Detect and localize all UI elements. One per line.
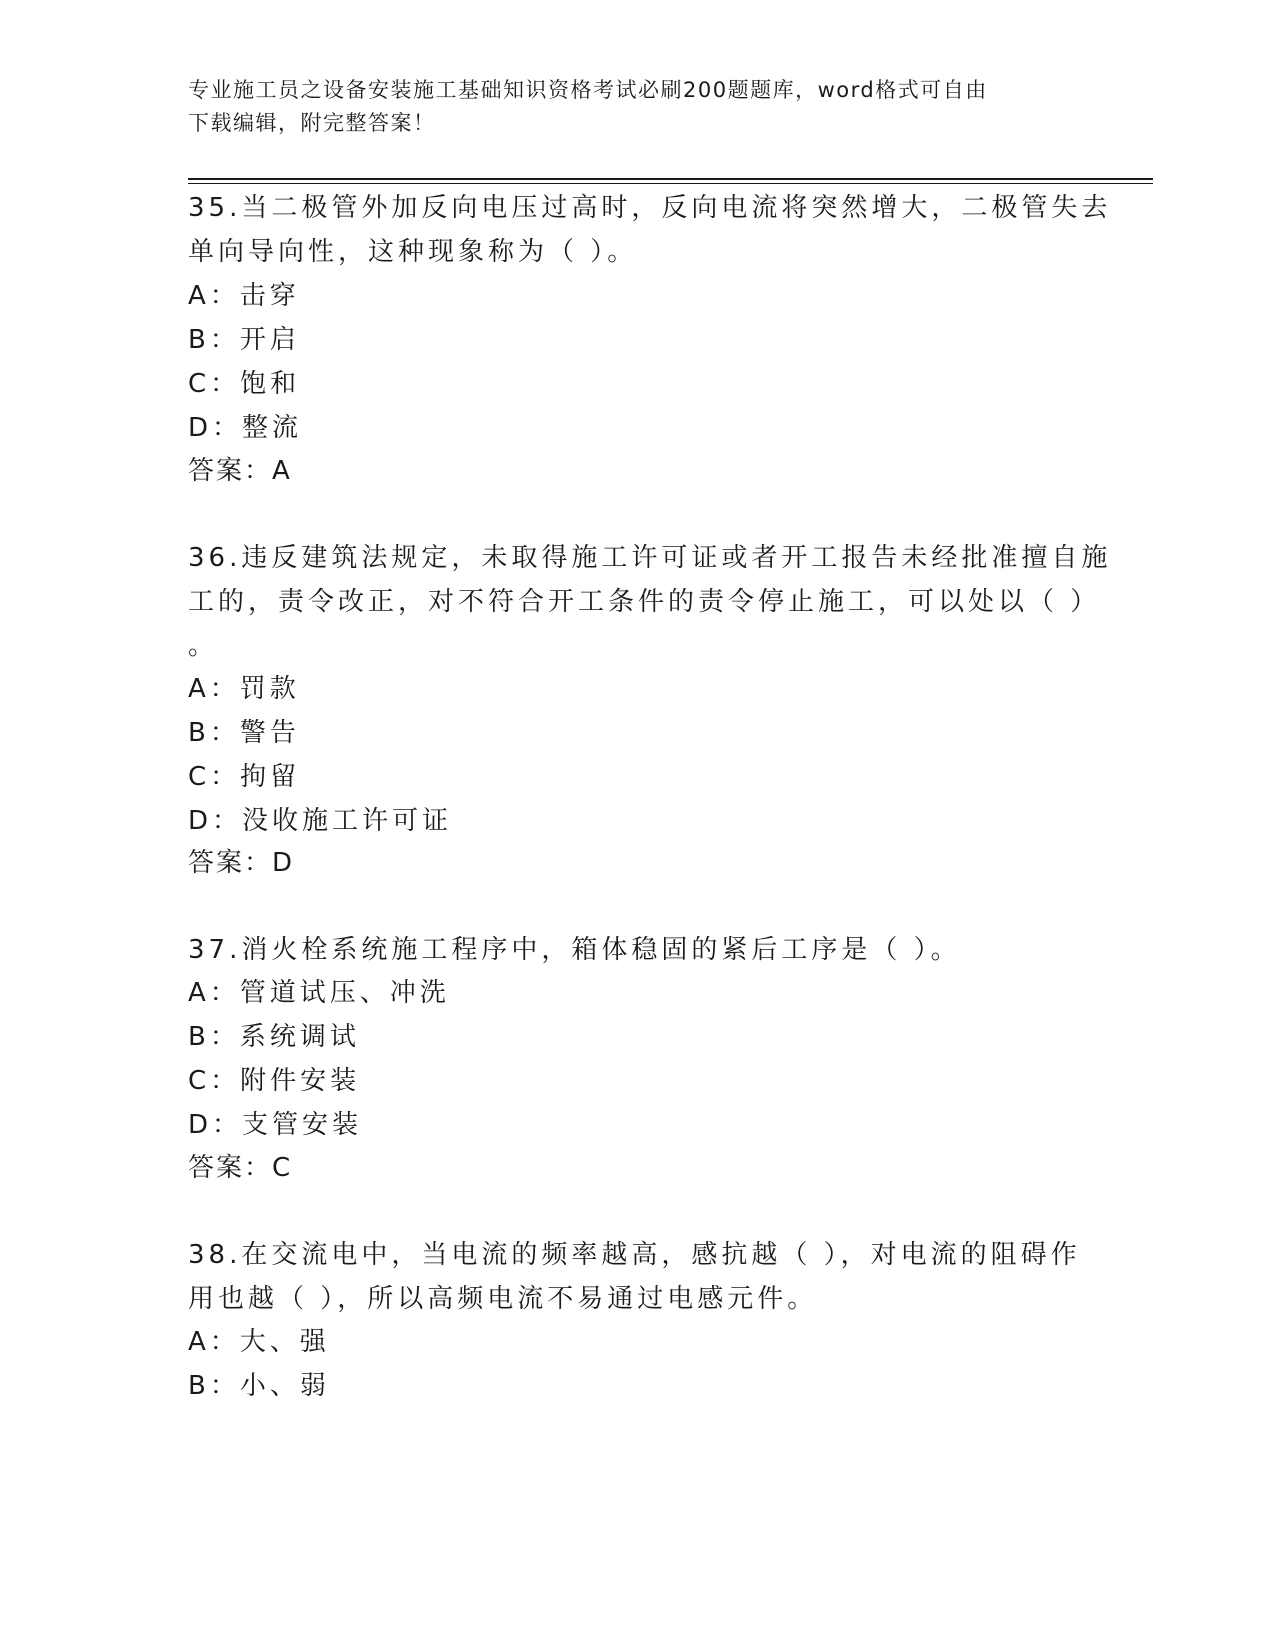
option-b: B：系统调试 xyxy=(188,1022,360,1052)
question-stem-line: 35.当二极管外加反向电压过高时，反向电流将突然增大，二极管失去 xyxy=(188,193,1112,223)
header-line-1: 专业施工员之设备安装施工基础知识资格考试必刷200题题库，word格式可自由 xyxy=(188,78,988,102)
question-stem-line: 38.在交流电中，当电流的频率越高，感抗越（ ），对电流的阻碍作 xyxy=(188,1240,1081,1270)
option-d: D：没收施工许可证 xyxy=(188,806,453,836)
option-a: A：击穿 xyxy=(188,281,300,311)
question-stem-line: 单向导向性，这种现象称为（ ）。 xyxy=(188,237,638,267)
header-line-2: 下载编辑，附完整答案！ xyxy=(188,111,436,135)
question-stem-line: 36.违反建筑法规定，未取得施工许可证或者开工报告未经批准擅自施 xyxy=(188,543,1112,573)
option-b: B：小、弱 xyxy=(188,1371,330,1401)
option-a: A：管道试压、冲洗 xyxy=(188,978,450,1008)
header-divider-thin xyxy=(188,183,1153,184)
answer-line: 答案：C xyxy=(188,1153,293,1183)
option-b: B：开启 xyxy=(188,325,300,355)
question-stem-line: 37.消火栓系统施工程序中，箱体稳固的紧后工序是（ ）。 xyxy=(188,935,961,965)
question-stem-line: 。 xyxy=(188,631,219,661)
answer-line: 答案：D xyxy=(188,848,295,878)
option-b: B：警告 xyxy=(188,718,300,748)
header-divider-thick xyxy=(188,178,1153,180)
option-c: C：饱和 xyxy=(188,369,301,399)
option-a: A：大、强 xyxy=(188,1327,330,1357)
option-d: D：整流 xyxy=(188,413,303,443)
document-header xyxy=(188,74,1078,140)
option-c: C：附件安装 xyxy=(188,1066,361,1096)
answer-line: 答案：A xyxy=(188,456,292,486)
option-c: C：拘留 xyxy=(188,762,301,792)
question-stem-line: 工的，责令改正，对不符合开工条件的责令停止施工，可以处以（ ） xyxy=(188,587,1101,617)
question-stem-line: 用也越（ ），所以高频电流不易通过电感元件。 xyxy=(188,1284,818,1314)
option-a: A：罚款 xyxy=(188,674,300,704)
option-d: D：支管安装 xyxy=(188,1110,363,1140)
